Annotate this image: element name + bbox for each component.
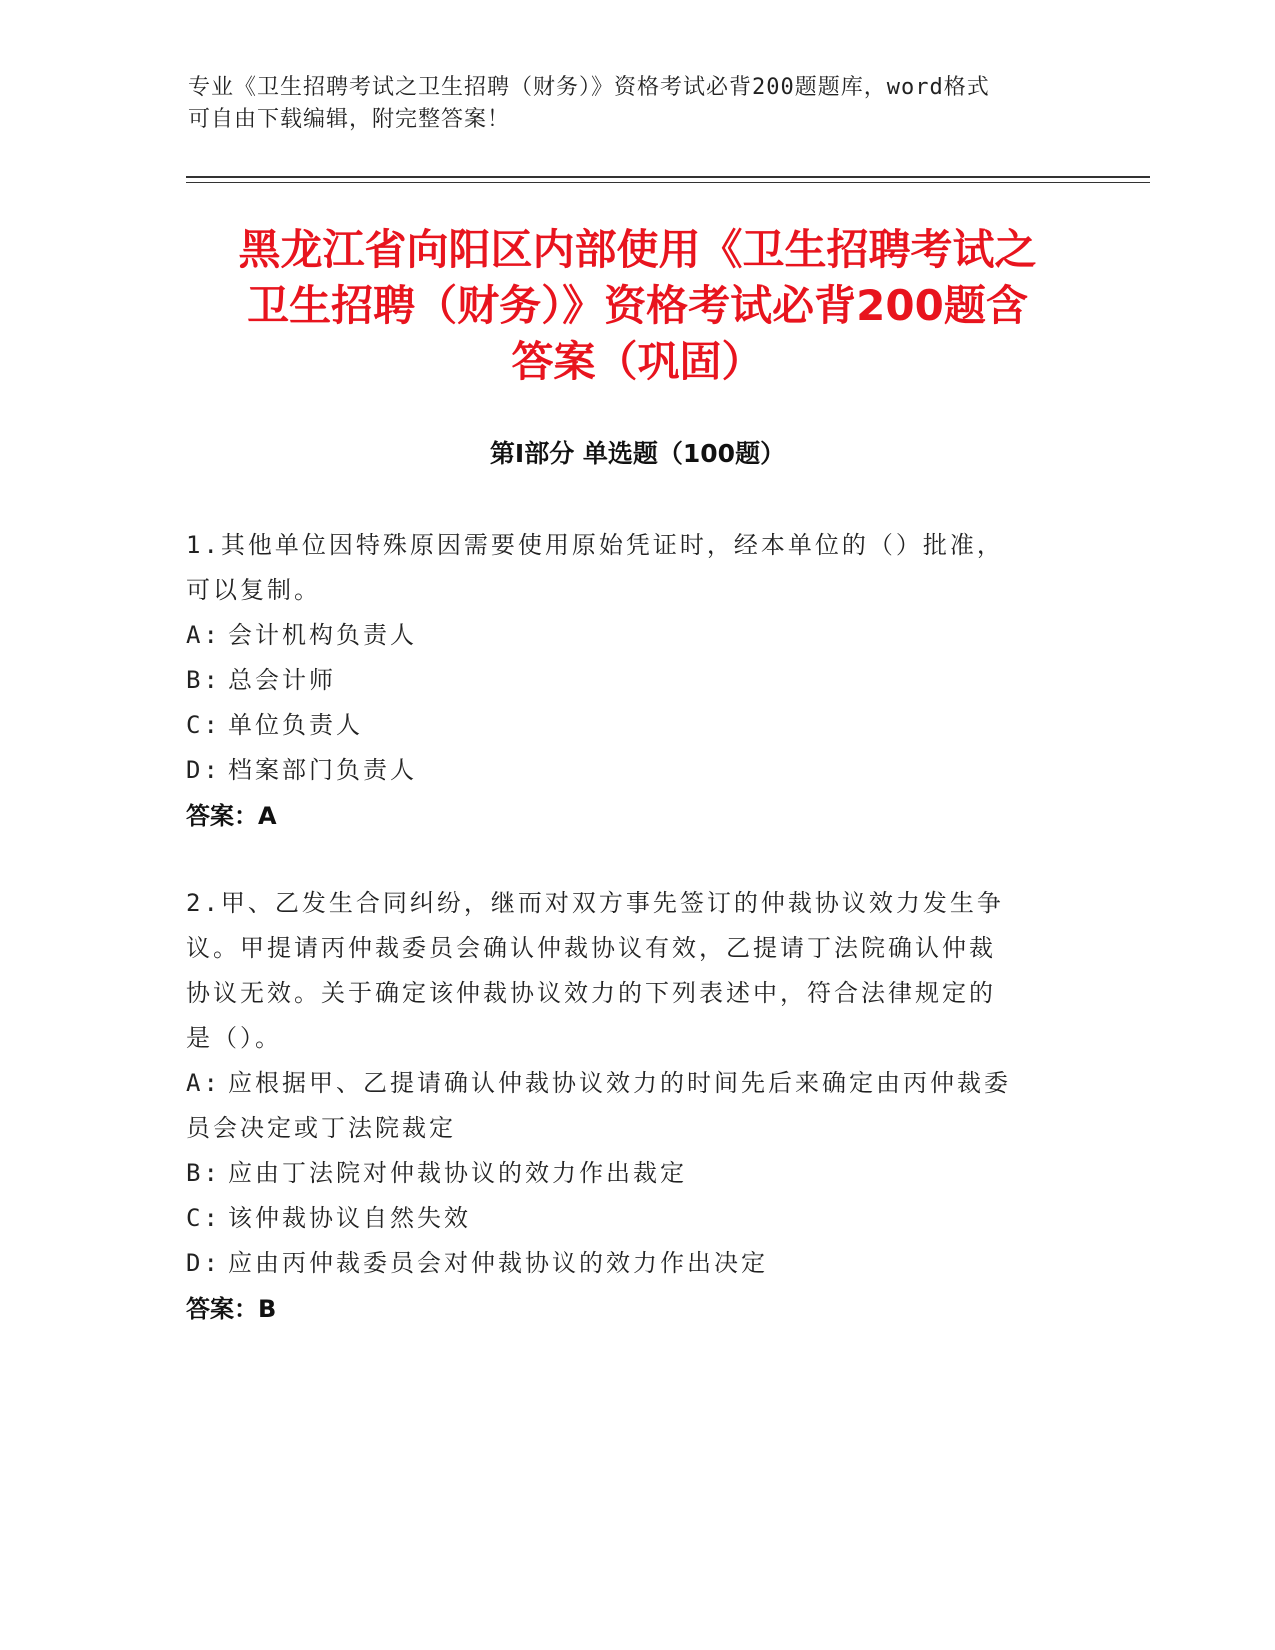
option-text: 档案部门负责人 [228, 756, 417, 784]
option-d [186, 1241, 1066, 1286]
option-key: A: [186, 1069, 221, 1097]
option-text: 单位负责人 [228, 711, 363, 739]
option-key: D: [186, 1249, 221, 1277]
header-rule-thick [186, 176, 1150, 178]
option-text: 应由丁法院对仲裁协议的效力作出裁定 [228, 1159, 687, 1187]
option-b [186, 658, 1066, 703]
option-key: B: [186, 1159, 221, 1187]
option-key: A: [186, 621, 221, 649]
option-a [186, 613, 1066, 658]
question-stem-line: 是（）。 [186, 1024, 282, 1052]
option-text: 会计机构负责人 [228, 621, 417, 649]
option-text: 应由丙仲裁委员会对仲裁协议的效力作出决定 [228, 1249, 768, 1277]
header-rule-thin [186, 182, 1150, 183]
header-note-line-1: 专业《卫生招聘考试之卫生招聘（财务）》资格考试必背200题题库，word格式 [188, 75, 990, 100]
question-stem [186, 523, 1066, 613]
option-text-continued: 员会决定或丁法院裁定 [186, 1114, 456, 1142]
question-stem-line: 协议无效。关于确定该仲裁协议效力的下列表述中，符合法律规定的 [186, 979, 996, 1007]
question-stem-line: 议。甲提请丙仲裁委员会确认仲裁协议有效，乙提请丁法院确认仲裁 [186, 934, 996, 962]
option-text: 应根据甲、乙提请确认仲裁协议效力的时间先后来确定由丙仲裁委 [228, 1069, 1011, 1097]
header-note [188, 72, 1068, 136]
section-title: 第Ⅰ部分 单选题（100题） [489, 439, 786, 468]
option-a [186, 1061, 1066, 1151]
document-title-line-1: 黑龙江省向阳区内部使用《卫生招聘考试之 [238, 225, 1037, 274]
option-key: B: [186, 666, 221, 694]
document-title-line-3: 答案（巩固） [511, 337, 764, 386]
option-text: 该仲裁协议自然失效 [228, 1204, 471, 1232]
option-c [186, 1196, 1066, 1241]
option-key: C: [186, 711, 221, 739]
question-stem [186, 881, 1066, 1061]
document-title [170, 222, 1105, 390]
question-1 [186, 523, 1066, 839]
document-title-line-2: 卫生招聘（财务）》资格考试必背200题含 [247, 281, 1028, 330]
option-b [186, 1151, 1066, 1196]
option-d [186, 748, 1066, 793]
question-2 [186, 881, 1066, 1332]
option-c [186, 703, 1066, 748]
option-text: 总会计师 [228, 666, 336, 694]
question-stem-line: 1.其他单位因特殊原因需要使用原始凭证时，经本单位的（）批准， [186, 531, 1004, 559]
question-answer: 答案：B [186, 1295, 277, 1323]
option-key: D: [186, 756, 221, 784]
option-key: C: [186, 1204, 221, 1232]
question-stem-line: 可以复制。 [186, 576, 321, 604]
question-list [186, 523, 1066, 1332]
question-answer: 答案：A [186, 802, 277, 830]
question-stem-line: 2.甲、乙发生合同纠纷，继而对双方事先签订的仲裁协议效力发生争 [186, 889, 1004, 917]
header-note-line-2: 可自由下载编辑，附完整答案！ [188, 107, 511, 132]
